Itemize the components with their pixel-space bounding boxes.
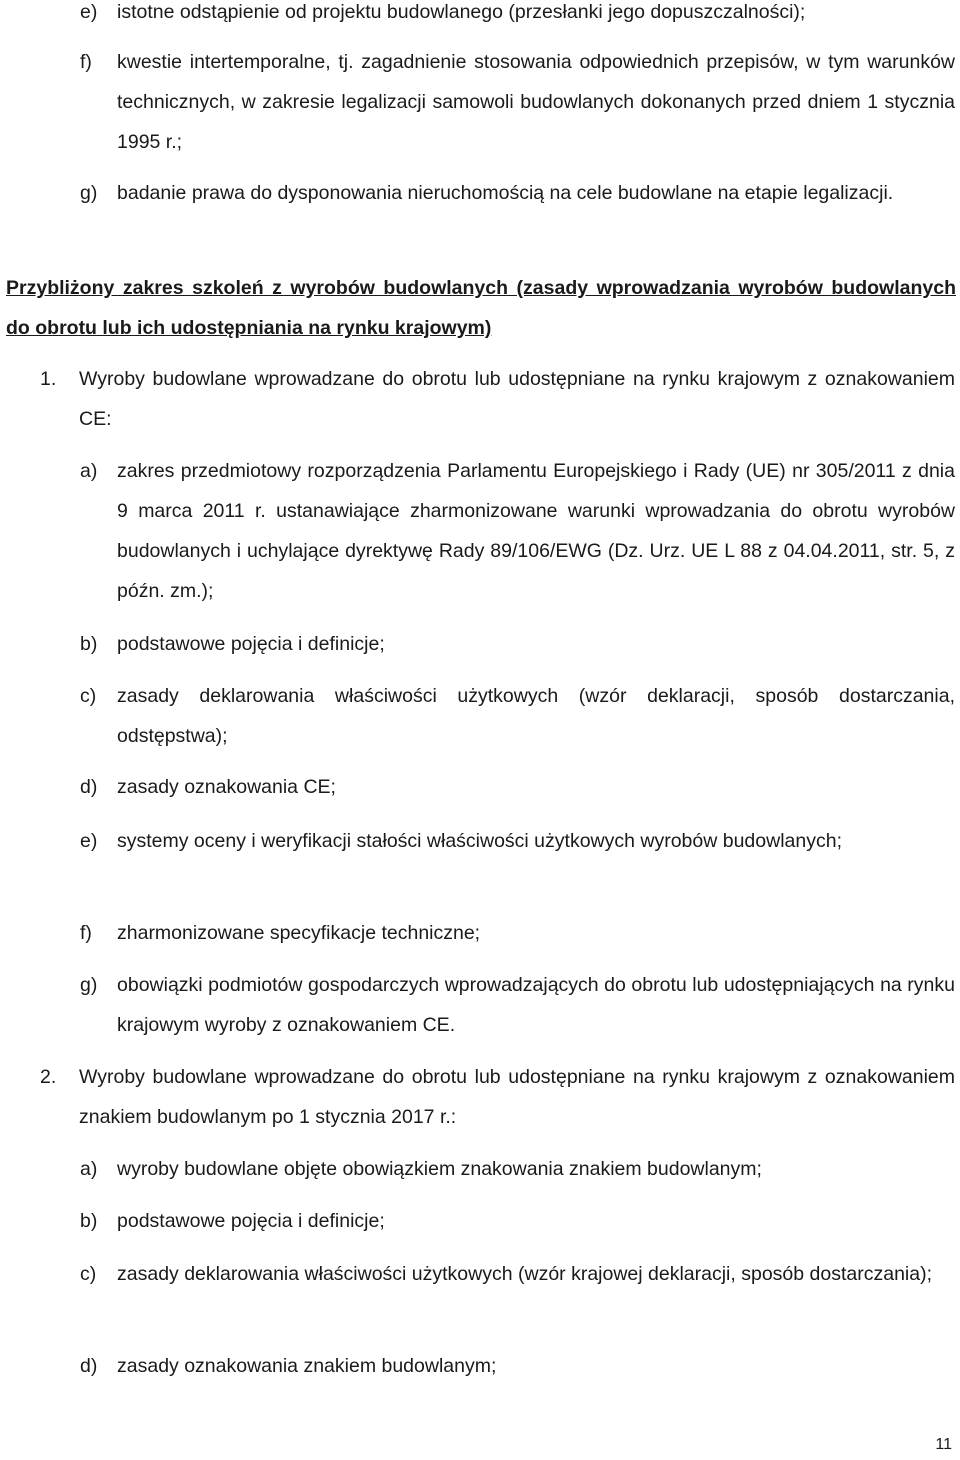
- list-label: g): [80, 182, 98, 204]
- list-text: podstawowe pojęcia i definicje;: [117, 633, 385, 655]
- list-text: zasady deklarowania właściwości użytkowych (wzór deklaracji, sposób dostarczania, odstępstwa);: [117, 685, 955, 747]
- list-text: zasady oznakowania CE;: [117, 776, 336, 798]
- list-text: kwestie intertemporalne, tj. zagadnienie stosowania odpowiednich przepisów, w tym warunków technicznych, w zakresie legalizacji samowoli budowlanych dokonanych przed dniem 1 stycznia 1995 r.;: [117, 51, 955, 153]
- page-number: 11: [935, 1436, 952, 1453]
- list-label: e): [80, 830, 98, 852]
- list-item-top-f: [0, 42, 960, 162]
- list-label: a): [80, 1158, 98, 1180]
- list-text: zasady deklarowania właściwości użytkowych (wzór krajowej deklaracji, sposób dostarczania);: [117, 1263, 933, 1285]
- list-label: d): [80, 1355, 98, 1377]
- list-label: b): [80, 1210, 98, 1232]
- list-text: systemy oceny i weryfikacji stałości właściwości użytkowych wyrobów budowlanych;: [117, 830, 842, 852]
- list-item-s1-c: [0, 676, 960, 756]
- list-item-s2-a: [0, 1149, 960, 1189]
- list-label: c): [80, 685, 97, 707]
- list-item-s1-a: [0, 451, 960, 611]
- list-label: b): [80, 633, 98, 655]
- list-label: f): [80, 51, 92, 73]
- list-item-s1-e: [0, 821, 960, 901]
- list-text: zasady oznakowania znakiem budowlanym;: [117, 1355, 497, 1377]
- list-text: wyroby budowlane objęte obowiązkiem znakowania znakiem budowlanym;: [117, 1158, 762, 1180]
- section-1: [0, 359, 960, 439]
- list-item-top-e: [0, 0, 960, 32]
- list-label: e): [80, 1, 98, 23]
- list-text: badanie prawa do dysponowania nieruchomością na cele budowlane na etapie legalizacji.: [117, 182, 894, 204]
- list-text: zakres przedmiotowy rozporządzenia Parlamentu Europejskiego i Rady (UE) nr 305/2011 z dnia 9 marca 2011 r. ustanawiające zharmonizowane warunki wprowadzania do obrotu wyrobów budowlanych i uchylające dyrektywę Rady 89/106/EWG (Dz. Urz. UE L 88 z 04.04.2011, str. 5, z późn. zm.);: [117, 460, 955, 602]
- list-label: a): [80, 460, 98, 482]
- list-item-top-g: [0, 173, 960, 253]
- list-text: obowiązki podmiotów gospodarczych wprowadzających do obrotu lub udostępniających na rynku krajowym wyroby z oznakowaniem CE.: [117, 974, 955, 1036]
- list-text: istotne odstąpienie od projektu budowlanego (przesłanki jego dopuszczalności);: [117, 1, 806, 23]
- section-number: 1.: [40, 368, 57, 390]
- section-2: [0, 1057, 960, 1137]
- list-item-s1-g: [0, 965, 960, 1045]
- list-label: d): [80, 776, 98, 798]
- list-item-s1-d: [0, 767, 960, 807]
- list-item-s1-f: [0, 913, 960, 953]
- list-label: c): [80, 1263, 97, 1285]
- list-item-s2-d: [0, 1346, 960, 1386]
- list-text: zharmonizowane specyfikacje techniczne;: [117, 922, 481, 944]
- list-item-s2-b: [0, 1201, 960, 1241]
- list-item-s2-c: [0, 1254, 960, 1334]
- section-text: Wyroby budowlane wprowadzane do obrotu lub udostępniane na rynku krajowym z oznakowaniem CE:: [79, 368, 955, 430]
- list-label: f): [80, 922, 92, 944]
- section-heading: Przybliżony zakres szkoleń z wyrobów budowlanych (zasady wprowadzania wyrobów budowlanych do obrotu lub ich udostępniania na rynku krajowym): [6, 277, 956, 339]
- section-number: 2.: [40, 1066, 57, 1088]
- list-text: podstawowe pojęcia i definicje;: [117, 1210, 385, 1232]
- list-item-s1-b: [0, 624, 960, 664]
- list-label: g): [80, 974, 98, 996]
- section-text: Wyroby budowlane wprowadzane do obrotu lub udostępniane na rynku krajowym z oznakowaniem znakiem budowlanym po 1 stycznia 2017 r.:: [79, 1066, 955, 1128]
